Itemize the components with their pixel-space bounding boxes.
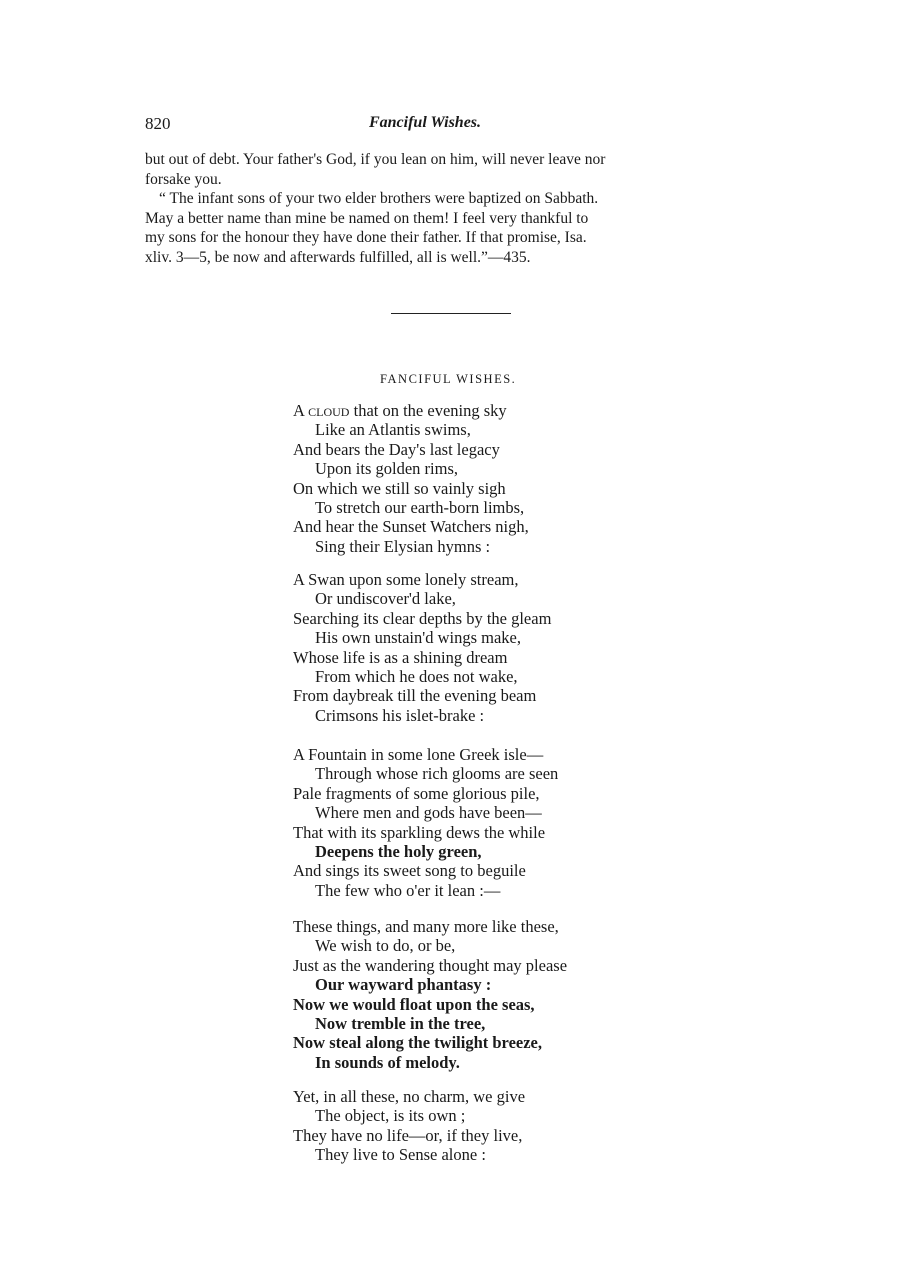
poem-line: They live to Sense alone : [315, 1145, 486, 1165]
poem-line: A Swan upon some lonely stream, [293, 570, 519, 589]
poem-line: In sounds of melody. [315, 1052, 460, 1072]
poem-title: FANCIFUL WISHES. [380, 372, 517, 386]
poem-line: The object, is its own ; [315, 1106, 466, 1126]
prose-line: xliv. 3—5, be now and afterwards fulfilled, all is well.”—435. [145, 248, 531, 266]
poem-line: Through whose rich glooms are seen [315, 764, 559, 784]
poem-line: A cloud that on the evening sky [293, 401, 507, 420]
small-caps-word: cloud [308, 401, 350, 420]
section-divider [391, 313, 511, 314]
prose-line: my sons for the honour they have done their father. If that promise, Isa. [145, 229, 587, 246]
stanza [293, 1087, 525, 1165]
poem-line: Where men and gods have been— [315, 803, 542, 823]
poem-line: And hear the Sunset Watchers nigh, [293, 517, 529, 537]
poem-line: Or undiscover'd lake, [315, 589, 456, 609]
poem-line: They have no life—or, if they live, [293, 1125, 523, 1145]
poem-line: Now we would float upon the seas, [293, 994, 535, 1014]
letter-excerpt [145, 150, 790, 267]
poem-line: And bears the Day's last legacy [293, 439, 500, 459]
stanza [293, 917, 567, 1072]
poem-line: These things, and many more like these, [293, 917, 559, 936]
poem-line: We wish to do, or be, [315, 936, 456, 956]
poem-line: Whose life is as a shining dream [293, 647, 508, 667]
poem-line: A Fountain in some lone Greek isle— [293, 745, 544, 764]
poem-line: And sings its sweet song to beguile [293, 861, 526, 881]
prose-line: forsake you. [145, 170, 222, 188]
stanza [293, 745, 558, 900]
poem-line: Crimsons his islet-brake : [315, 705, 485, 725]
poem-line: Searching its clear depths by the gleam [293, 608, 552, 628]
poem-line: Just as the wandering thought may please [293, 955, 568, 975]
poem-line: Now steal along the twilight breeze, [293, 1033, 542, 1053]
poem-line: On which we still so vainly sigh [293, 478, 506, 498]
page-header [145, 114, 745, 136]
poem-line: Like an Atlantis swims, [315, 420, 471, 440]
stanza [293, 570, 551, 725]
prose-line: but out of debt. Your father's God, if you lean on him, will never leave nor [145, 151, 606, 168]
poem-line: His own unstain'd wings make, [315, 628, 522, 648]
poem-line: Deepens the holy green, [315, 842, 482, 862]
poem-line: Yet, in all these, no charm, we give [293, 1087, 526, 1106]
poem-line: From daybreak till the evening beam [293, 686, 537, 706]
prose-line: “ The infant sons of your two elder brothers were baptized on Sabbath. [159, 190, 599, 207]
running-title: Fanciful Wishes. [368, 114, 482, 131]
page-number: 820 [145, 114, 171, 133]
poem-line: From which he does not wake, [315, 667, 518, 687]
poem-line: That with its sparkling dews the while [293, 822, 546, 842]
poem-line: The few who o'er it lean :— [315, 880, 501, 900]
poem-line: Upon its golden rims, [315, 459, 458, 479]
poem-line: Our wayward phantasy : [315, 975, 492, 995]
poem-line: Now tremble in the tree, [315, 1014, 486, 1034]
poem-line: To stretch our earth-born limbs, [315, 498, 525, 518]
poem-line: Pale fragments of some glorious pile, [293, 783, 540, 803]
poem-line: Sing their Elysian hymns : [315, 536, 491, 556]
stanza [293, 401, 529, 556]
prose-line: May a better name than mine be named on them! I feel very thankful to [145, 209, 589, 227]
